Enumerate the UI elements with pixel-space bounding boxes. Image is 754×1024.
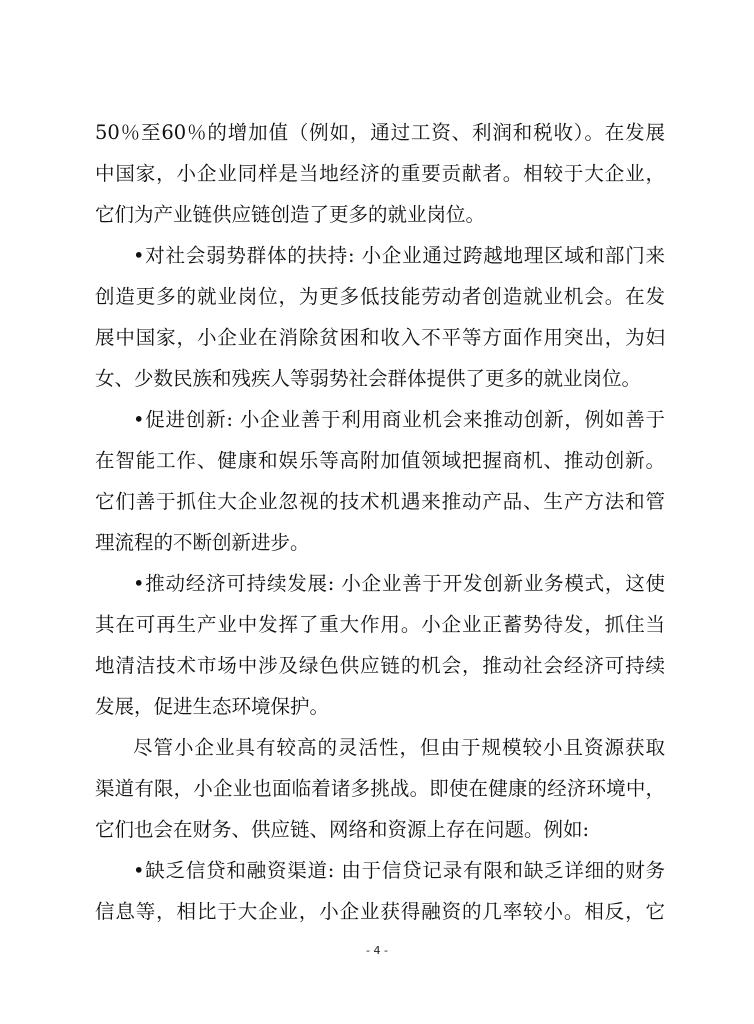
paragraph-line: 女、少数民族和残疾人等弱势社会群体提供了更多的就业岗位。: [95, 367, 642, 390]
bullet-item-line: •缺乏信贷和融资渠道: 由于信贷记录有限和缺乏详细的财务: [133, 859, 665, 882]
paragraph-line: 它们善于抓住大企业忽视的技术机遇来推动产品、生产方法和管: [95, 490, 665, 513]
paragraph-line: 50％至60％的增加值（例如，通过工资、利润和税收）。在发展: [95, 121, 665, 144]
paragraph-line: 创造更多的就业岗位，为更多低技能劳动者创造就业机会。在发: [95, 285, 665, 308]
bullet-item-line: •推动经济可持续发展: 小企业善于开发创新业务模式，这使: [133, 572, 665, 595]
page-number: - 4 -: [366, 944, 388, 957]
paragraph-line: 渠道有限，小企业也面临着诸多挑战。即使在健康的经济环境中，: [95, 777, 665, 800]
paragraph-line: 发展，促进生态环境保护。: [95, 695, 330, 718]
paragraph-line: 展中国家，小企业在消除贫困和收入不平等方面作用突出，为妇: [95, 326, 665, 349]
paragraph-line: 其在可再生产业中发挥了重大作用。小企业正蓄势待发，抓住当: [95, 613, 665, 636]
paragraph-line: 地清洁技术市场中涉及绿色供应链的机会，推动社会经济可持续: [95, 654, 665, 677]
bullet-item-line: •促进创新: 小企业善于利用商业机会来推动创新，例如善于: [133, 408, 665, 431]
paragraph-line: 它们也会在财务、供应链、网络和资源上存在问题。例如:: [95, 818, 590, 841]
paragraph-line: 中国家，小企业同样是当地经济的重要贡献者。相较于大企业，: [95, 162, 665, 185]
paragraph-line: 它们为产业链供应链创造了更多的就业岗位。: [95, 203, 486, 226]
paragraph-line: 信息等，相比于大企业，小企业获得融资的几率较小。相反，它: [95, 900, 665, 923]
paragraph-line: 理流程的不断创新进步。: [95, 531, 310, 554]
paragraph-line: 在智能工作、健康和娱乐等高附加值领域把握商机、推动创新。: [95, 449, 665, 472]
bullet-item-line: •对社会弱势群体的扶持: 小企业通过跨越地理区域和部门来: [133, 244, 665, 267]
paragraph-line: 尽管小企业具有较高的灵活性，但由于规模较小且资源获取: [133, 736, 665, 759]
